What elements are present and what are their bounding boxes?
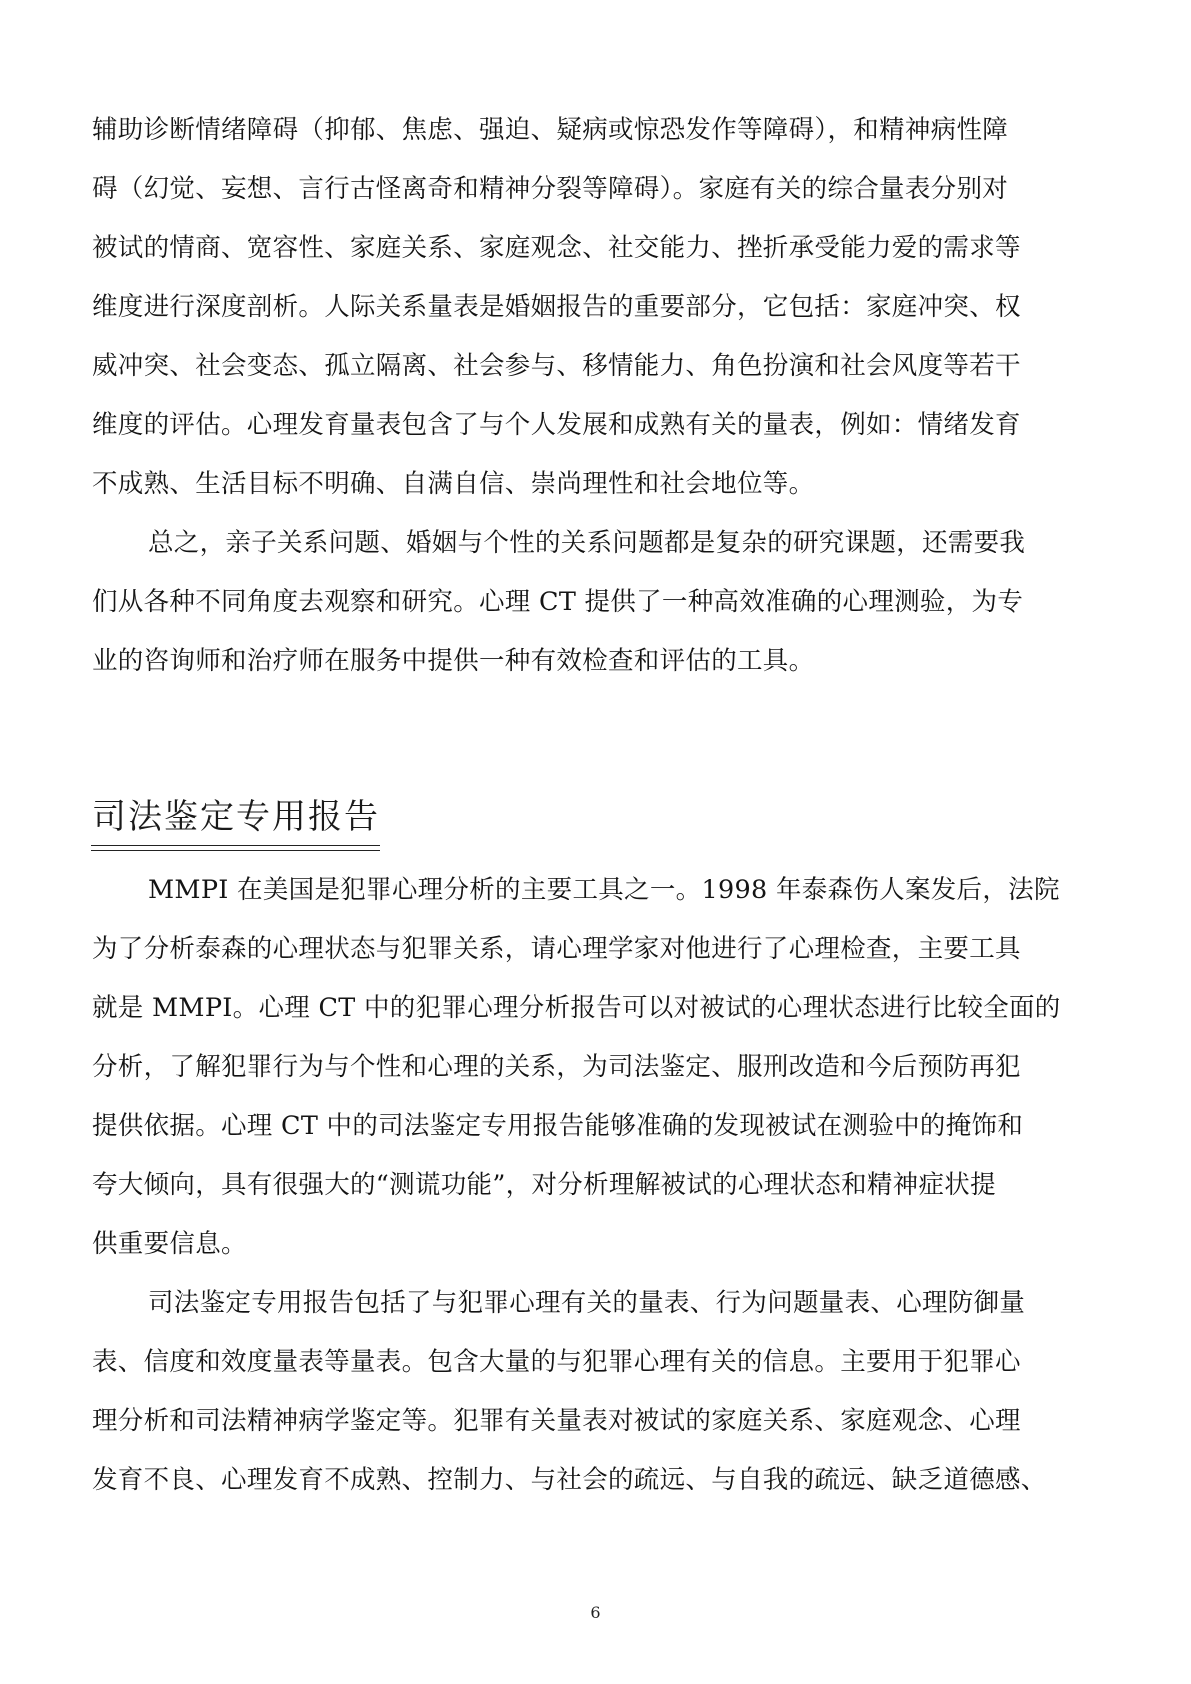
- heading-underline: [91, 845, 380, 846]
- paragraph-line: 理分析和司法精神病学鉴定等。犯罪有关量表对被试的家庭关系、家庭观念、心理: [92, 1406, 1021, 1436]
- paragraph-line: 辅助诊断情绪障碍（抑郁、焦虑、强迫、疑病或惊恐发作等障碍），和精神病性障: [92, 115, 1009, 145]
- paragraph-line: 维度进行深度剖析。人际关系量表是婚姻报告的重要部分，它包括：家庭冲突、权: [92, 292, 1021, 322]
- paragraph-line: 就是 MMPI。心理 CT 中的犯罪心理分析报告可以对被试的心理状态进行比较全面的: [92, 993, 1061, 1023]
- paragraph-line: MMPI 在美国是犯罪心理分析的主要工具之一。1998 年泰森伤人案发后，法院: [148, 875, 1060, 905]
- paragraph-line: 业的咨询师和治疗师在服务中提供一种有效检查和评估的工具。: [92, 646, 815, 676]
- paragraph-line: 们从各种不同角度去观察和研究。心理 CT 提供了一种高效准确的心理测验，为专: [92, 587, 1024, 617]
- paragraph-line: 表、信度和效度量表等量表。包含大量的与犯罪心理有关的信息。主要用于犯罪心: [92, 1347, 1021, 1377]
- heading-underline: [91, 850, 380, 851]
- paragraph-line: 夸大倾向，具有很强大的“测谎功能”，对分析理解被试的心理状态和精神症状提: [92, 1170, 996, 1200]
- paragraph-line: 司法鉴定专用报告包括了与犯罪心理有关的量表、行为问题量表、心理防御量: [148, 1288, 1026, 1318]
- section-heading: 司法鉴定专用报告: [92, 797, 380, 837]
- paragraph-line: 不成熟、生活目标不明确、自满自信、崇尚理性和社会地位等。: [92, 469, 815, 499]
- paragraph-line: 发育不良、心理发育不成熟、控制力、与社会的疏远、与自我的疏远、缺乏道德感、: [92, 1465, 1047, 1495]
- paragraph-line: 提供依据。心理 CT 中的司法鉴定专用报告能够准确的发现被试在测验中的掩饰和: [92, 1111, 1024, 1141]
- paragraph-line: 被试的情商、宽容性、家庭关系、家庭观念、社交能力、挫折承受能力爱的需求等: [92, 233, 1021, 263]
- page-number: 6: [590, 1603, 601, 1622]
- paragraph-line: 供重要信息。: [92, 1229, 247, 1259]
- paragraph-line: 维度的评估。心理发育量表包含了与个人发展和成熟有关的量表，例如：情绪发育: [92, 410, 1021, 440]
- paragraph-line: 碍（幻觉、妄想、言行古怪离奇和精神分裂等障碍）。家庭有关的综合量表分别对: [92, 174, 1009, 204]
- paragraph-line: 为了分析泰森的心理状态与犯罪关系，请心理学家对他进行了心理检查，主要工具: [92, 934, 1021, 964]
- paragraph-line: 威冲突、社会变态、孤立隔离、社会参与、移情能力、角色扮演和社会风度等若干: [92, 351, 1021, 381]
- paragraph-line: 总之，亲子关系问题、婚姻与个性的关系问题都是复杂的研究课题，还需要我: [148, 528, 1026, 558]
- paragraph-line: 分析，了解犯罪行为与个性和心理的关系，为司法鉴定、服刑改造和今后预防再犯: [92, 1052, 1021, 1082]
